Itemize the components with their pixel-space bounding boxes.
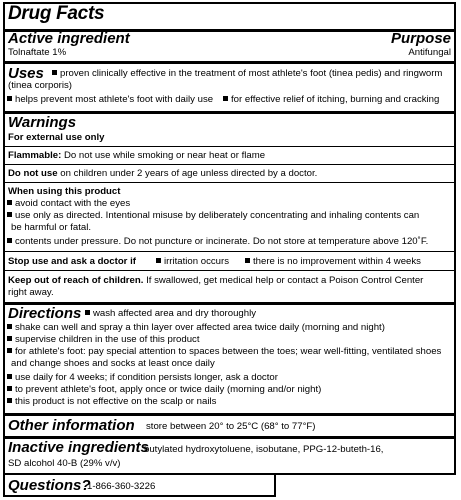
inactive-ingredients-heading: Inactive ingredients <box>8 439 149 456</box>
bullet-icon <box>7 96 12 101</box>
other-information-heading: Other information <box>8 417 135 434</box>
inactive-ingredients-text: butylated hydroxytoluene, isobutane, PPG-12-buteth-16, <box>144 444 384 455</box>
bullet-icon <box>7 374 12 379</box>
warnings-heading: Warnings <box>8 114 77 131</box>
other-information-text: store between 20° to 25°C (68° to 77°F) <box>146 421 316 432</box>
directions-item: for athlete's foot: pay special attention to spaces between the toes; wear well-fitting, ventilated shoes and change shoes and socks at least once daily <box>5 346 449 369</box>
active-ingredient-value: Tolnaftate 1% <box>8 47 67 58</box>
directions-item: use daily for 4 weeks; if condition persists longer, ask a doctor <box>5 372 278 384</box>
divider <box>5 61 456 64</box>
when-using-item: avoid contact with the eyes <box>5 198 130 210</box>
questions-phone: 1-866-360-3226 <box>87 481 156 492</box>
when-using-label: When using this product <box>8 186 121 197</box>
divider <box>5 146 456 147</box>
bullet-icon <box>85 310 90 315</box>
inactive-ingredients-continued: SD alcohol 40-B (29% v/v) <box>8 458 121 469</box>
when-using-item: use only as directed. Intentional misuse by deliberately concentrating and inhaling contents can be harmful or fatal. <box>5 210 431 233</box>
questions-heading: Questions? <box>8 477 91 494</box>
directions-item: this product is not effective on the scalp or nails <box>5 396 216 408</box>
uses-item: for effective relief of itching, burning and cracking <box>221 94 439 106</box>
uses-item: proven clinically effective in the treatment of most athlete's foot (tinea pedis) and ringworm <box>50 68 442 80</box>
divider <box>5 182 456 183</box>
bullet-icon <box>245 258 250 263</box>
active-ingredient-heading: Active ingredient <box>8 30 130 47</box>
divider <box>5 270 456 271</box>
directions-item: supervise children in the use of this product <box>5 334 200 346</box>
divider <box>5 164 456 165</box>
bullet-icon <box>7 200 12 205</box>
divider <box>5 413 456 416</box>
bullet-icon <box>7 398 12 403</box>
external-use-label: For external use only <box>8 132 105 143</box>
purpose-value: Antifungal <box>408 47 451 58</box>
keep-out-of-reach-warning: Keep out of reach of children. If swallowed, get medical help or contact a Poison Control Center <box>8 275 424 286</box>
purpose-heading: Purpose <box>390 30 451 47</box>
bullet-icon <box>7 386 12 391</box>
do-not-use-warning: Do not use on children under 2 years of age unless directed by a doctor. <box>8 168 318 179</box>
keep-out-of-reach-continued: right away. <box>8 287 54 298</box>
uses-heading: Uses <box>8 65 44 82</box>
directions-item: shake can well and spray a thin layer over affected area twice daily (morning and night) <box>5 322 385 334</box>
bullet-icon <box>7 348 12 353</box>
directions-heading: Directions <box>8 305 82 322</box>
bullet-icon <box>7 336 12 341</box>
bullet-icon <box>7 212 12 217</box>
drug-facts-title: Drug Facts <box>8 3 105 24</box>
stop-use-warning: Stop use and ask a doctor if irritation occurs there is no improvement within 4 weeks <box>8 256 421 267</box>
bullet-icon <box>7 238 12 243</box>
bullet-icon <box>52 70 57 75</box>
divider <box>5 251 456 252</box>
uses-item-continued: (tinea corporis) <box>8 80 72 91</box>
directions-item: wash affected area and dry thoroughly <box>83 308 256 320</box>
bullet-icon <box>156 258 161 263</box>
when-using-item: contents under pressure. Do not puncture or incinerate. Do not store at temperature above 120˚F. <box>5 236 428 248</box>
bullet-icon <box>223 96 228 101</box>
directions-item: to prevent athlete's foot, apply once or twice daily (morning and/or night) <box>5 384 321 396</box>
bullet-icon <box>7 324 12 329</box>
uses-item: helps prevent most athlete's foot with daily use <box>5 94 213 106</box>
flammable-warning: Flammable: Do not use while smoking or near heat or flame <box>8 150 266 161</box>
